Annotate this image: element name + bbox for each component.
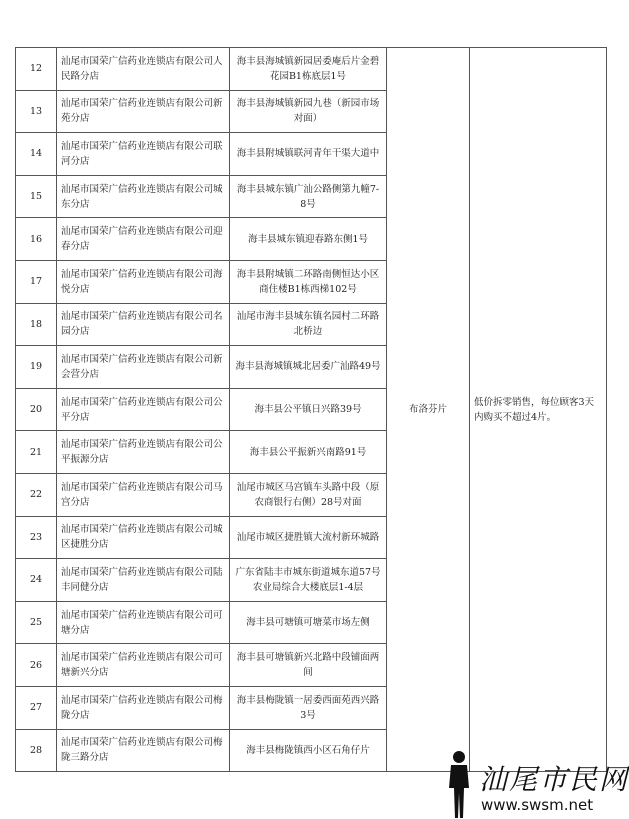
store-name: 汕尾市国荣广信药业连锁店有限公司可塘新兴分店 [57, 644, 230, 687]
row-number: 16 [16, 218, 57, 261]
table-row [16, 48, 607, 91]
store-address: 汕尾市城区马宫镇车头路中段（原农商银行右侧）28号对面 [230, 473, 387, 516]
store-address: 海丰县梅陇镇西小区石角仔片 [230, 729, 387, 772]
store-address: 海丰县可塘镇新兴北路中段铺面两间 [230, 644, 387, 687]
watermark-url: www.swsm.net [481, 796, 594, 814]
store-address: 海丰县梅陇镇一居委西面苑西兴路3号 [230, 686, 387, 729]
store-name: 汕尾市国荣广信药业连锁店有限公司城区捷胜分店 [57, 516, 230, 559]
row-number: 27 [16, 686, 57, 729]
row-number: 19 [16, 346, 57, 389]
row-number: 12 [16, 48, 57, 91]
row-number: 24 [16, 559, 57, 602]
store-name: 汕尾市国荣广信药业连锁店有限公司陆丰同健分店 [57, 559, 230, 602]
store-name: 汕尾市国荣广信药业连锁店有限公司海悦分店 [57, 260, 230, 303]
row-number: 20 [16, 388, 57, 431]
store-name: 汕尾市国荣广信药业连锁店有限公司新苑分店 [57, 90, 230, 133]
store-table [15, 47, 607, 772]
store-name: 汕尾市国荣广信药业连锁店有限公司公平分店 [57, 388, 230, 431]
row-number: 28 [16, 729, 57, 772]
store-address: 海丰县城东镇广汕公路侧第九幢7-8号 [230, 175, 387, 218]
store-name: 汕尾市国荣广信药业连锁店有限公司城东分店 [57, 175, 230, 218]
store-address: 汕尾市城区捷胜镇大流村新环城路 [230, 516, 387, 559]
row-number: 14 [16, 133, 57, 176]
store-name: 汕尾市国荣广信药业连锁店有限公司梅陇分店 [57, 686, 230, 729]
store-address: 海丰县可塘镇可塘菜市场左侧 [230, 601, 387, 644]
drug-name: 布洛芬片 [387, 48, 470, 772]
person-silhouette-icon [441, 748, 477, 819]
site-watermark [441, 748, 629, 819]
row-number: 26 [16, 644, 57, 687]
store-address: 海丰县海城镇新园九巷（新园市场对面） [230, 90, 387, 133]
row-number: 17 [16, 260, 57, 303]
row-number: 13 [16, 90, 57, 133]
store-name: 汕尾市国荣广信药业连锁店有限公司名园分店 [57, 303, 230, 346]
store-address: 海丰县附城镇联河青年干渠大道中 [230, 133, 387, 176]
store-address: 海丰县海城镇城北居委广汕路49号 [230, 346, 387, 389]
store-address: 广东省陆丰市城东街道城东道57号农业局综合大楼底层1-4层 [230, 559, 387, 602]
store-address: 海丰县公平镇日兴路39号 [230, 388, 387, 431]
row-number: 15 [16, 175, 57, 218]
store-name: 汕尾市国荣广信药业连锁店有限公司新会营分店 [57, 346, 230, 389]
store-name: 汕尾市国荣广信药业连锁店有限公司马宫分店 [57, 473, 230, 516]
store-address: 海丰县城东镇迎春路东侧1号 [230, 218, 387, 261]
row-number: 21 [16, 431, 57, 474]
store-address: 海丰县附城镇二环路南侧恒达小区商住楼B1栋西梯102号 [230, 260, 387, 303]
store-address: 汕尾市海丰县城东镇名园村二环路北桥边 [230, 303, 387, 346]
store-name: 汕尾市国荣广信药业连锁店有限公司可塘分店 [57, 601, 230, 644]
store-name: 汕尾市国荣广信药业连锁店有限公司公平振源分店 [57, 431, 230, 474]
store-address: 海丰县海城镇新园居委庵后片金碧花园B1栋底层1号 [230, 48, 387, 91]
row-number: 22 [16, 473, 57, 516]
store-name: 汕尾市国荣广信药业连锁店有限公司迎春分店 [57, 218, 230, 261]
store-name: 汕尾市国荣广信药业连锁店有限公司联河分店 [57, 133, 230, 176]
store-name: 汕尾市国荣广信药业连锁店有限公司人民路分店 [57, 48, 230, 91]
sales-policy: 低价拆零销售，每位顾客3天内购买不超过4片。 [470, 48, 607, 772]
row-number: 18 [16, 303, 57, 346]
row-number: 25 [16, 601, 57, 644]
store-name: 汕尾市国荣广信药业连锁店有限公司梅陇三路分店 [57, 729, 230, 772]
row-number: 23 [16, 516, 57, 559]
store-address: 海丰县公平振新兴南路91号 [230, 431, 387, 474]
watermark-name: 汕尾市民网 [479, 763, 629, 796]
